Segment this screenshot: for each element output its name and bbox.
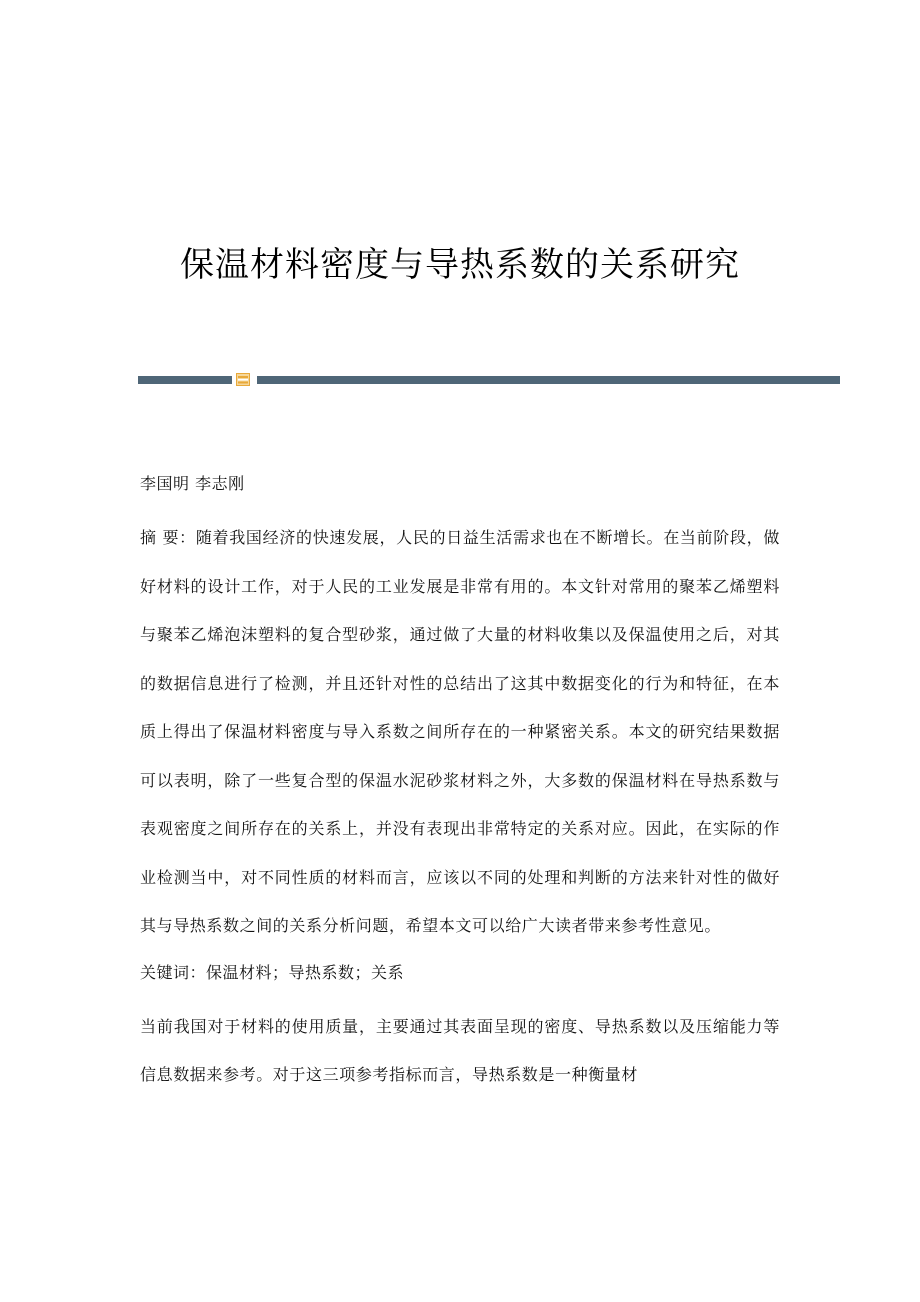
body-paragraph: 当前我国对于材料的使用质量，主要通过其表面呈现的密度、导热系数以及压缩能力等信息数据来参考。对于这三项参考指标而言，导热系数是一种衡量材 — [140, 1016, 780, 1084]
abstract-text: 随着我国经济的快速发展，人民的日益生活需求也在不断增长。在当前阶段，做好材料的设计工作，对于人民的工业发展是非常有用的。本文针对常用的聚苯乙烯塑料与聚苯乙烯泡沫塑料的复合型砂浆，通过做了大量的材料收集以及保温使用之后，对其的数据信息进行了检测，并且还针对性的总结出了这其中数据变化的行为和特征，在本质上得出了保温材料密度与导入系数之间所存在的一种紧密关系。本文的研究结果数据可以表明，除了一些复合型的保温水泥砂浆材料之外，大多数的保温材料在导热系数与表观密度之间所存在的关系上，并没有表现出非常特定的关系对应。因此，在实际的作业检测当中，对不同性质的材料而言，应该以不同的处理和判断的方法来针对性的做好其与导热系数之间的关系分析问题，希望本文可以给广大读者带来参考性意见。 — [140, 528, 780, 935]
document-body — [140, 468, 780, 1100]
keywords-label: 关键词： — [140, 962, 207, 982]
divider-bar-left — [138, 376, 232, 384]
divider-ornament-icon — [236, 373, 250, 386]
divider-bar-right — [257, 376, 840, 384]
document-title: 保温材料密度与导热系数的关系研究 — [180, 244, 740, 285]
title-divider — [138, 372, 840, 388]
abstract-paragraph — [140, 514, 780, 951]
keywords-line — [140, 957, 780, 989]
abstract-label: 摘 要： — [140, 528, 196, 547]
authors-line: 李国明 李志刚 — [140, 474, 245, 493]
keywords-text: 保温材料；导热系数；关系 — [206, 962, 405, 982]
